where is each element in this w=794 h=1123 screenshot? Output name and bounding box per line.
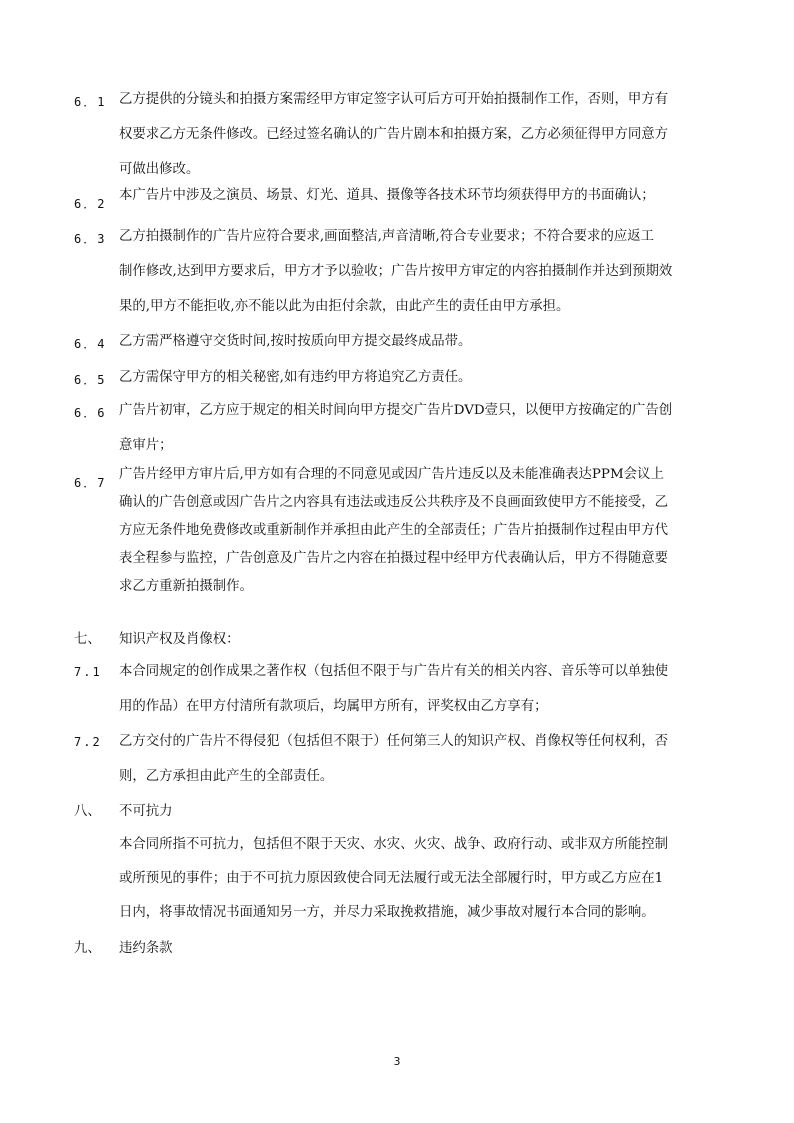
section-title: 违约条款	[119, 941, 173, 956]
clause-line: 乙方交付的广告片不得侵犯（包括但不限于）任何第三人的知识产权、肖像权等任何权利，否	[119, 734, 669, 749]
clause-line: 或所预见的事件；由于不可抗力原因致使合同无法履行或无法全部履行时，甲方或乙方应在1	[119, 871, 664, 886]
clause-line: 则，乙方承担由此产生的全部责任。	[119, 769, 334, 784]
clause-number: 6．2	[74, 197, 107, 211]
clause-line: 广告片经甲方审片后,甲方如有合理的不同意见或因广告片违反以及未能准确表达PPM会议上	[119, 467, 664, 482]
clause-number: 7.2	[74, 735, 102, 749]
section-title: 知识产权及肖像权：	[119, 632, 240, 647]
section-number: 七、	[74, 632, 101, 647]
clause-line: 意审片；	[119, 438, 173, 453]
clause-number: 6．1	[74, 95, 107, 109]
clause-line: 果的,甲方不能拒收,亦不能以此为由拒付余款，由此产生的责任由甲方承担。	[119, 299, 570, 314]
clause-number: 6．5	[74, 373, 107, 387]
clause-line: 乙方需保守甲方的相关秘密,如有违约甲方将追究乙方责任。	[119, 370, 472, 385]
clause-line: 本合同所指不可抗力，包括但不限于天灾、水灾、火灾、战争、政府行动、或非双方所能控制	[119, 837, 669, 852]
clause-number: 6．3	[74, 232, 107, 246]
clause-line: 乙方提供的分镜头和拍摄方案需经甲方审定签字认可后方可开始拍摄制作工作，否则，甲方有	[119, 92, 669, 107]
clause-line: 表全程参与监控，广告创意及广告片之内容在拍摄过程中经甲方代表确认后，甲方不得随意要	[119, 551, 669, 566]
clause-line: 乙方拍摄制作的广告片应符合要求,画面整洁,声音清晰,符合专业要求；不符合要求的应返工	[119, 229, 655, 244]
clause-line: 确认的广告创意或因广告片之内容具有违法或违反公共秩序及不良画面致使甲方不能接受，乙	[119, 495, 669, 510]
section-number: 八、	[74, 804, 101, 819]
clause-number: 6．6	[74, 406, 107, 420]
clause-line: 日内，将事故情况书面通知另一方，并尽力采取挽救措施，减少事故对履行本合同的影响。	[119, 905, 655, 920]
clause-line: 权要求乙方无条件修改。已经过签名确认的广告片剧本和拍摄方案，乙方必须征得甲方同意方	[119, 127, 669, 142]
clause-line: 本广告片中涉及之演员、场景、灯光、道具、摄像等各技术环节均须获得甲方的书面确认；	[119, 188, 655, 203]
clause-line: 广告片初审，乙方应于规定的相关时间向甲方提交广告片DVD壹只，以便甲方按确定的广告创	[119, 403, 673, 418]
clause-line: 方应无条件地免费修改或重新制作并承担由此产生的全部责任；广告片拍摄制作过程由甲方代	[119, 523, 669, 538]
clause-number: 6．4	[74, 337, 107, 351]
clause-line: 求乙方重新拍摄制作。	[119, 579, 253, 594]
page-number: 3	[393, 1055, 401, 1068]
clause-line: 本合同规定的创作成果之著作权（包括但不限于与广告片有关的相关内容、音乐等可以单独使	[119, 664, 669, 679]
clause-line: 乙方需严格遵守交货时间,按时按质向甲方提交最终成品带。	[119, 334, 472, 349]
clause-number: 7.1	[74, 665, 102, 679]
section-title: 不可抗力	[119, 804, 173, 819]
section-number: 九、	[74, 941, 101, 956]
clause-number: 6．7	[74, 476, 107, 490]
clause-line: 用的作品）在甲方付清所有款项后，均属甲方所有，评奖权由乙方享有；	[119, 699, 548, 714]
clause-line: 制作修改,达到甲方要求后，甲方才予以验收；广告片按甲方审定的内容拍摄制作并达到预期效	[119, 264, 673, 279]
clause-line: 可做出修改。	[119, 162, 200, 177]
